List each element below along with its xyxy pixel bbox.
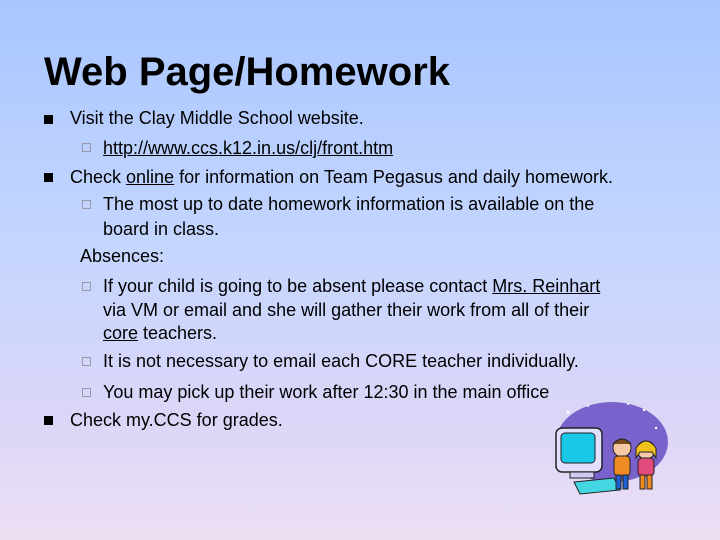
bullet-check-online xyxy=(70,166,613,188)
bullet-marker xyxy=(44,173,53,182)
absent-contact-line-cont: via VM or email and she will gather their work from all of their xyxy=(103,300,590,320)
pickup-note-line: You may pick up their work after 12:30 in the main office xyxy=(103,382,550,402)
keyboard xyxy=(574,478,620,494)
check-suffix: for information on Team Pegasus and daily homework. xyxy=(174,167,613,187)
absent-contact-line-end xyxy=(103,322,217,344)
core-suffix: teachers. xyxy=(138,323,218,343)
kids-computer-clipart xyxy=(548,398,670,496)
monitor-screen xyxy=(561,433,595,463)
sub-bullet-marker xyxy=(82,388,91,397)
sub-bullet-marker xyxy=(82,282,91,291)
absences-heading: Absences: xyxy=(80,246,165,266)
sub-bullet-marker xyxy=(82,200,91,209)
sub-bullet-marker xyxy=(82,357,91,366)
homework-info-line-cont: board in class. xyxy=(103,219,220,239)
bullet-visit-website: Visit the Clay Middle School website. xyxy=(70,108,364,128)
slide-title: Web Page/Homework xyxy=(44,50,451,94)
absent-prefix: If your child is going to be absent please contact xyxy=(103,276,493,296)
homework-info-line: The most up to date homework information is available on the xyxy=(103,194,595,214)
contact-name: Mrs. Reinhart xyxy=(492,276,601,296)
core-word: core xyxy=(103,323,139,343)
bullet-marker xyxy=(44,115,53,124)
school-website-link[interactable]: http://www.ccs.k12.in.us/clj/front.htm xyxy=(103,138,394,158)
online-link[interactable]: online xyxy=(126,167,175,187)
email-note-line: It is not necessary to email each CORE teacher individually. xyxy=(103,351,579,371)
sub-bullet-marker xyxy=(82,143,91,152)
check-prefix: Check xyxy=(70,167,127,187)
bullet-marker xyxy=(44,416,53,425)
bullet-check-grades: Check my.CCS for grades. xyxy=(70,410,283,430)
website-link-row xyxy=(103,137,393,159)
absent-contact-line xyxy=(103,275,600,297)
